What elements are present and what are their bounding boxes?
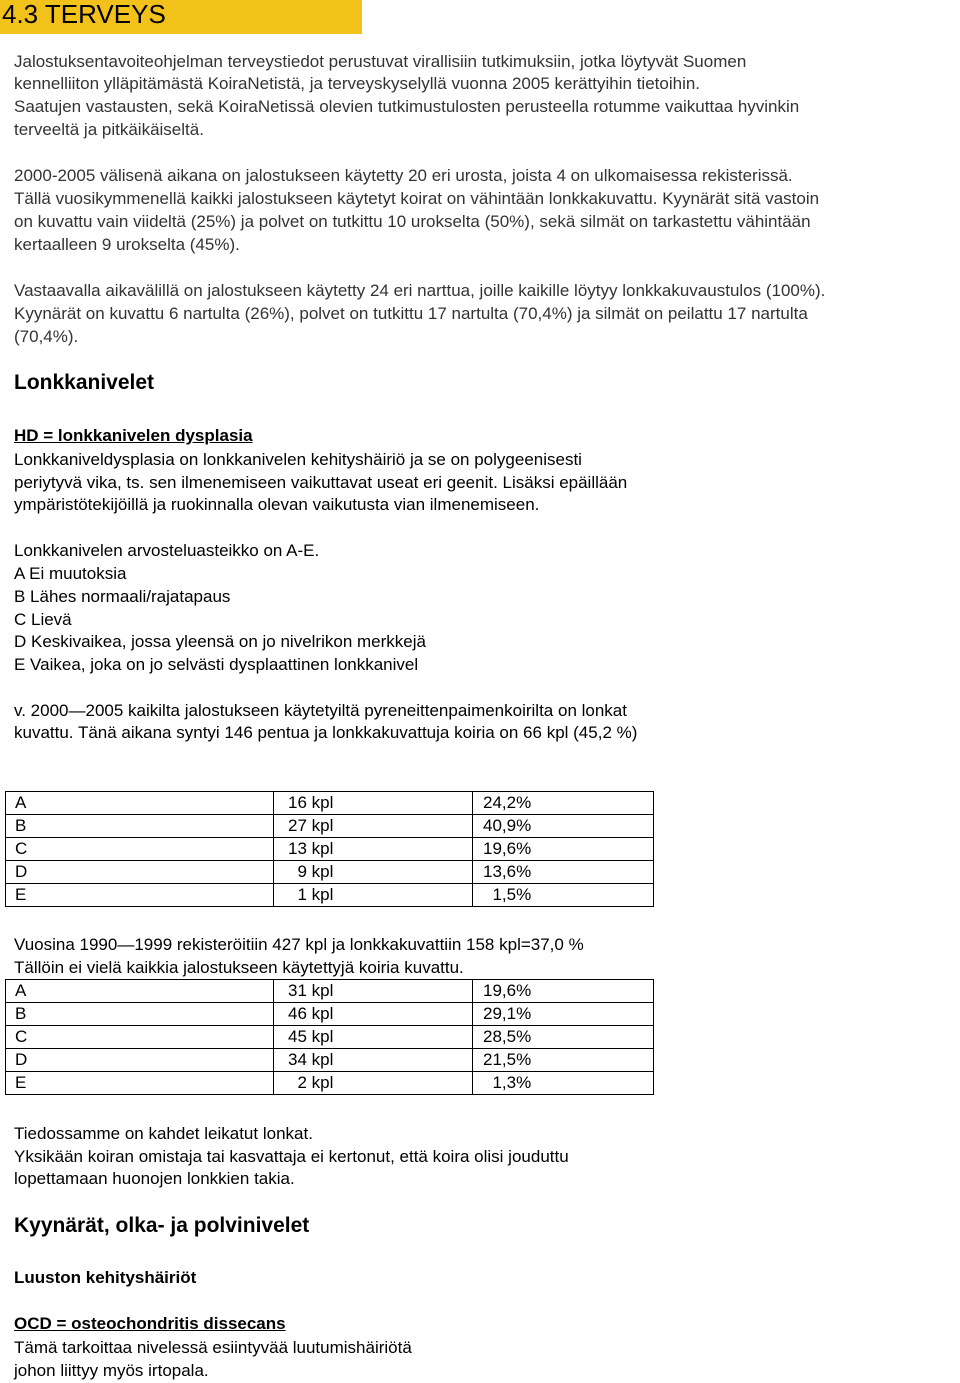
intro-line: Jalostuksentavoiteohjelman terveystiedot perustuvat virallisiin tutkimuksiin, jotka löytyvät Suomen xyxy=(14,52,747,71)
closing-line: Tiedossamme on kahdet leikatut lonkat. xyxy=(14,1124,313,1143)
count-cell: 46 kpl xyxy=(274,1003,473,1026)
percent-cell: 29,1% xyxy=(473,1003,654,1026)
hd-line: periytyvä vika, ts. sen ilmenemiseen vaikuttavat useat eri geenit. Lisäksi epäillään xyxy=(14,473,628,492)
table-row xyxy=(6,815,654,838)
table-row xyxy=(6,884,654,907)
closing-line: lopettamaan huonojen lonkkien takia. xyxy=(14,1169,295,1188)
intro-line: Saatujen vastausten, sekä KoiraNetissä olevien tutkimustulosten perusteella rotumme vaikuttaa hyvinkin xyxy=(14,97,800,116)
females-line: Vastaavalla aikavälillä on jalostukseen käytetty 24 eri narttua, joille kaikille löytyy lonkkakuvaustulos (100%). xyxy=(14,281,826,300)
ocd-line: johon liittyy myös irtopala. xyxy=(14,1361,209,1380)
hip-grade-table-2000-2005 xyxy=(5,791,654,907)
males-line: kertaalleen 9 urokselta (45%). xyxy=(14,235,240,254)
intro-line: terveeltä ja pitkäikäiseltä. xyxy=(14,120,204,139)
count-cell: 2 kpl xyxy=(274,1072,473,1095)
closing-line: Yksikään koiran omistaja tai kasvattaja ei kertonut, että koira olisi jouduttu xyxy=(14,1147,569,1166)
period1-line: kuvattu. Tänä aikana syntyi 146 pentua ja lonkkakuvattuja koiria on 66 kpl (45,2 %) xyxy=(14,723,638,742)
grade-cell: C xyxy=(6,1026,274,1049)
count-cell: 9 kpl xyxy=(274,861,473,884)
table-row xyxy=(6,1026,654,1049)
ocd-title: OCD = osteochondritis dissecans xyxy=(14,1314,286,1333)
page-heading: 4.3 TERVEYS xyxy=(0,0,362,34)
grade-cell: B xyxy=(6,1003,274,1026)
skeleton-subtitle: Luuston kehityshäiriöt xyxy=(14,1268,197,1287)
table-row xyxy=(6,1003,654,1026)
table-row xyxy=(6,980,654,1003)
percent-cell: 40,9% xyxy=(473,815,654,838)
percent-cell: 28,5% xyxy=(473,1026,654,1049)
percent-cell: 13,6% xyxy=(473,861,654,884)
females-line: (70,4%). xyxy=(14,327,79,346)
percent-cell: 19,6% xyxy=(473,980,654,1003)
grade-cell: D xyxy=(6,861,274,884)
grade-cell: E xyxy=(6,1072,274,1095)
table-row xyxy=(6,792,654,815)
count-cell: 1 kpl xyxy=(274,884,473,907)
ocd-line: Tämä tarkoittaa nivelessä esiintyvää luutumishäiriötä xyxy=(14,1338,412,1357)
females-line: Kyynärät on kuvattu 6 nartulta (26%), polvet on tutkittu 17 nartulta (70,4%) ja silmät on peilattu 17 nartulta xyxy=(14,304,808,323)
percent-cell: 24,2% xyxy=(473,792,654,815)
scale-line: A Ei muutoksia xyxy=(14,564,127,583)
hd-line: ympäristötekijöillä ja ruokinnalla olevan vaikutusta vian ilmenemiseen. xyxy=(14,495,540,514)
section-title-hips: Lonkkanivelet xyxy=(14,371,155,394)
count-cell: 45 kpl xyxy=(274,1026,473,1049)
grade-cell: C xyxy=(6,838,274,861)
males-line: 2000-2005 välisenä aikana on jalostukseen käytetty 20 eri urosta, joista 4 on ulkomaisessa rekisterissä. xyxy=(14,166,793,185)
count-cell: 13 kpl xyxy=(274,838,473,861)
count-cell: 34 kpl xyxy=(274,1049,473,1072)
males-line: on kuvattu vain viideltä (25%) ja polvet on tutkittu 10 urokselta (50%), sekä silmät on tarkastettu vähintään xyxy=(14,212,811,231)
grade-cell: D xyxy=(6,1049,274,1072)
males-line: Tällä vuosikymmenellä kaikki jalostukseen käytetyt koirat on vähintään lonkkakuvattu. Kyynärät sitä vastoin xyxy=(14,189,820,208)
percent-cell: 21,5% xyxy=(473,1049,654,1072)
scale-line: Lonkkanivelen arvosteluasteikko on A-E. xyxy=(14,541,320,560)
grade-cell: E xyxy=(6,884,274,907)
grade-cell: B xyxy=(6,815,274,838)
count-cell: 16 kpl xyxy=(274,792,473,815)
section-title-joints: Kyynärät, olka- ja polvinivelet xyxy=(14,1214,310,1237)
hd-title: HD = lonkkanivelen dysplasia xyxy=(14,426,253,445)
count-cell: 27 kpl xyxy=(274,815,473,838)
scale-line: B Lähes normaali/rajatapaus xyxy=(14,587,231,606)
scale-line: C Lievä xyxy=(14,610,72,629)
grade-cell: A xyxy=(6,792,274,815)
hd-line: Lonkkaniveldysplasia on lonkkanivelen kehityshäiriö ja se on polygeenisesti xyxy=(14,450,582,469)
scale-line: E Vaikea, joka on jo selvästi dysplaattinen lonkkanivel xyxy=(14,655,419,674)
period2-line: Vuosina 1990—1999 rekisteröitiin 427 kpl ja lonkkakuvattiin 158 kpl=37,0 % xyxy=(14,935,584,954)
percent-cell: 1,3% xyxy=(473,1072,654,1095)
grade-cell: A xyxy=(6,980,274,1003)
scale-line: D Keskivaikea, jossa yleensä on jo nivelrikon merkkejä xyxy=(14,632,426,651)
percent-cell: 19,6% xyxy=(473,838,654,861)
table-row xyxy=(6,1072,654,1095)
table-row xyxy=(6,1049,654,1072)
table-row xyxy=(6,861,654,884)
period2-line: Tällöin ei vielä kaikkia jalostukseen käytettyjä koiria kuvattu. xyxy=(14,958,464,977)
period1-line: v. 2000—2005 kaikilta jalostukseen käytetyiltä pyreneittenpaimenkoirilta on lonkat xyxy=(14,701,627,720)
intro-line: kennelliiton ylläpitämästä KoiraNetistä, ja terveyskyselyllä vuonna 2005 kerättyihin tietoihin. xyxy=(14,74,701,93)
count-cell: 31 kpl xyxy=(274,980,473,1003)
percent-cell: 1,5% xyxy=(473,884,654,907)
table-row xyxy=(6,838,654,861)
hip-grade-table-1990-1999 xyxy=(5,979,654,1095)
